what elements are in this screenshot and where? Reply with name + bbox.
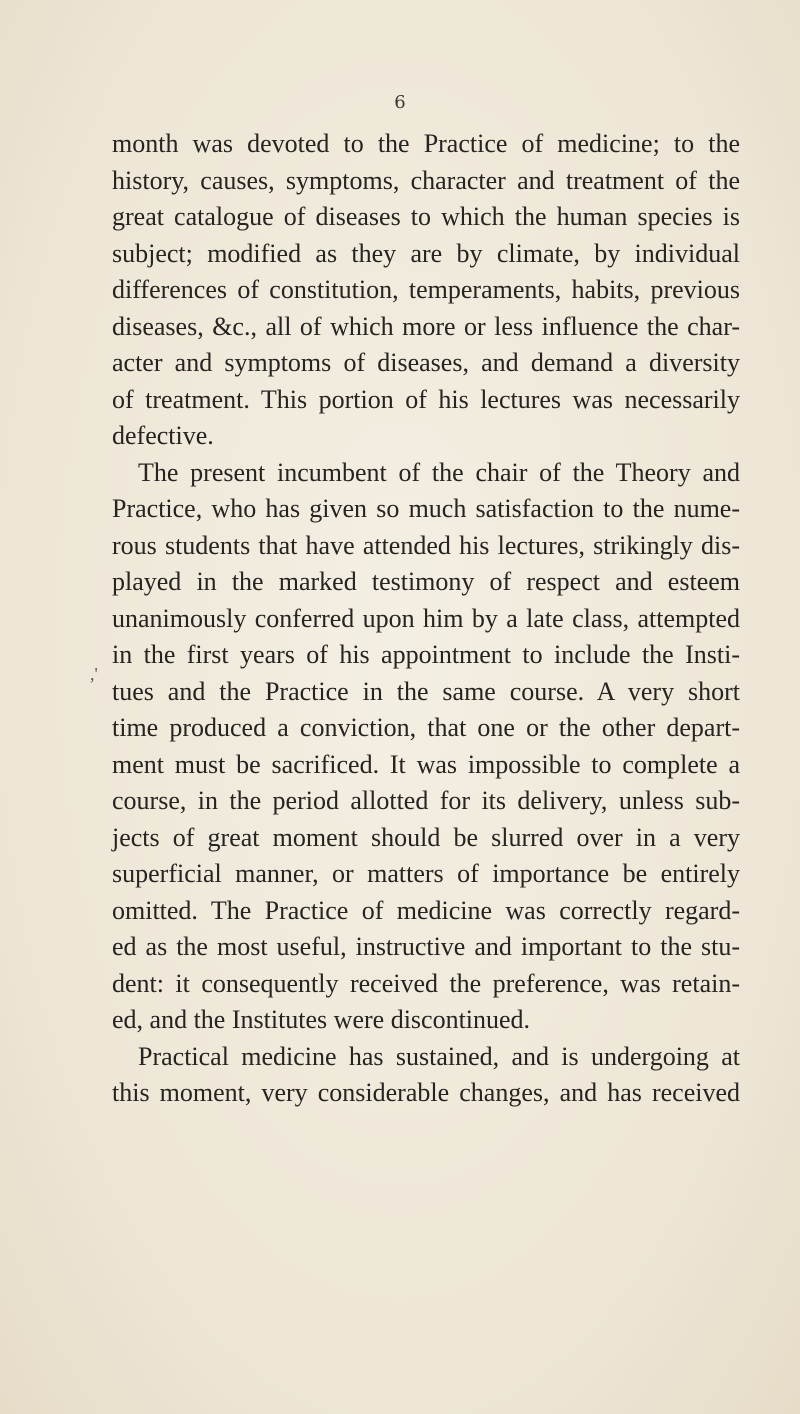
text-line: jects of great moment should be slurred over in a very bbox=[112, 822, 740, 852]
text-line: this moment, very considerable changes, and has received bbox=[112, 1078, 740, 1107]
text-line: Practical medicine has sustained, and is undergoing at bbox=[138, 1041, 740, 1071]
text-line: great catalogue of diseases to which the human species is bbox=[112, 202, 740, 231]
text-line: in the first years of his appointment to include the Insti- bbox=[112, 640, 740, 669]
text-line: dent: it consequently received the preference, was retain- bbox=[112, 968, 740, 998]
text-line: rous students that have attended his lectures, strikingly dis- bbox=[112, 530, 740, 560]
text-line: diseases, &c., all of which more or less influence the char- bbox=[112, 311, 740, 341]
text-line: superficial manner, or matters of importance be entirely bbox=[112, 859, 740, 888]
text-line: unanimously conferred upon him by a late class, attempted bbox=[112, 603, 740, 633]
text-line: ment must be sacrificed. It was impossible to complete a bbox=[112, 749, 740, 779]
text-line: omitted. The Practice of medicine was correctly regard- bbox=[112, 895, 740, 925]
text-line: month was devoted to the Practice of medicine; to the bbox=[112, 129, 740, 158]
body-text bbox=[112, 126, 740, 1112]
text-line: time produced a conviction, that one or the other depart- bbox=[112, 713, 740, 742]
text-line: subject; modified as they are by climate, by individual bbox=[112, 238, 740, 268]
text-line: played in the marked testimony of respect and esteem bbox=[112, 567, 740, 596]
text-line: ed, and the Institutes were discontinued. bbox=[112, 1005, 531, 1034]
text-line: differences of constitution, temperaments, habits, previous bbox=[112, 275, 740, 304]
text-line: of treatment. This portion of his lectures was necessarily bbox=[112, 384, 740, 414]
text-line: ed as the most useful, instructive and important to the stu- bbox=[112, 932, 740, 961]
margin-mark: ,' bbox=[90, 664, 98, 684]
page-number: 6 bbox=[394, 92, 406, 113]
text-line: tues and the Practice in the same course. A very short bbox=[112, 676, 740, 706]
text-line: The present incumbent of the chair of the Theory and bbox=[138, 457, 740, 487]
text-line: history, causes, symptoms, character and treatment of the bbox=[112, 165, 740, 195]
text-line: Practice, who has given so much satisfaction to the nume- bbox=[112, 494, 740, 523]
text-line: acter and symptoms of diseases, and demand a diversity bbox=[112, 348, 740, 377]
text-line: course, in the period allotted for its delivery, unless sub- bbox=[112, 786, 740, 815]
text-line: defective. bbox=[112, 421, 214, 450]
